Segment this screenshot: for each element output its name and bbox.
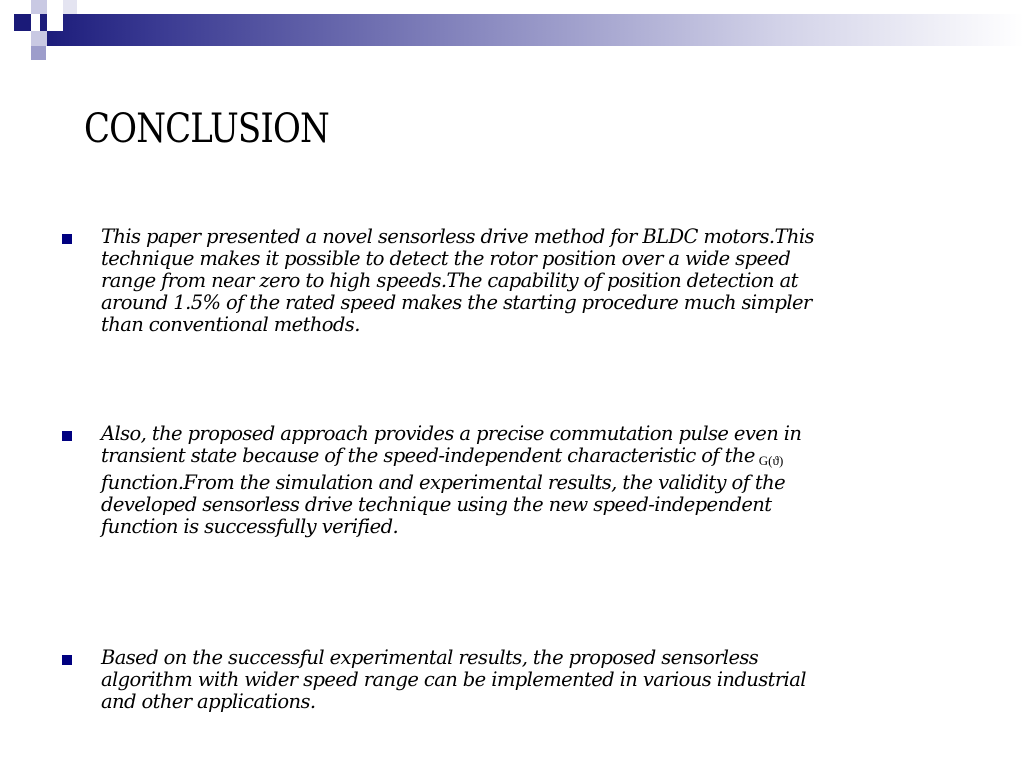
bullet-item <box>62 647 962 713</box>
square-bullet-icon <box>62 431 72 441</box>
bullet-line-with-formula <box>101 445 962 472</box>
bullet-line: Also, the proposed approach provides a precise commutation pulse even in <box>101 422 802 445</box>
bullet-line: This paper presented a novel sensorless drive method for BLDC motors.This <box>101 225 814 248</box>
bullet-line: function is successfully verified. <box>101 515 399 538</box>
bullet-line: transient state because of the speed-independent characteristic of the <box>101 444 755 467</box>
bullet-line: technique makes it possible to detect the rotor position over a wide speed <box>101 247 791 270</box>
decorative-square-icon <box>14 31 31 46</box>
decorative-square-icon <box>63 0 77 14</box>
decorative-square-icon <box>47 14 63 31</box>
bullet-text <box>101 423 962 538</box>
decorative-square-icon <box>31 31 47 46</box>
bullet-line: and other applications. <box>101 690 316 713</box>
decorative-square-icon <box>31 0 47 14</box>
slide-title: CONCLUSION <box>84 106 329 152</box>
bullet-line: than conventional methods. <box>101 313 360 336</box>
bullet-item <box>62 226 962 336</box>
bullet-item <box>62 423 962 538</box>
bullet-line: range from near zero to high speeds.The capability of position detection at <box>101 269 798 292</box>
square-bullet-icon <box>62 655 72 665</box>
bullet-text <box>101 226 962 336</box>
bullet-text <box>101 647 962 713</box>
bullet-line: around 1.5% of the rated speed makes the starting procedure much simpler <box>101 291 812 314</box>
bullet-line: developed sensorless drive technique using the new speed-independent <box>101 493 772 516</box>
bullet-line: function.From the simulation and experimental results, the validity of the <box>101 471 786 494</box>
decorative-square-icon <box>31 46 46 60</box>
bullet-line: algorithm with wider speed range can be implemented in various industrial <box>101 668 806 691</box>
header-gradient-bar <box>40 14 1024 46</box>
formula-g-theta: G(ϑ) <box>758 453 784 468</box>
decorative-square-icon <box>14 14 31 31</box>
bullet-line: Based on the successful experimental results, the proposed sensorless <box>101 646 759 669</box>
square-bullet-icon <box>62 234 72 244</box>
